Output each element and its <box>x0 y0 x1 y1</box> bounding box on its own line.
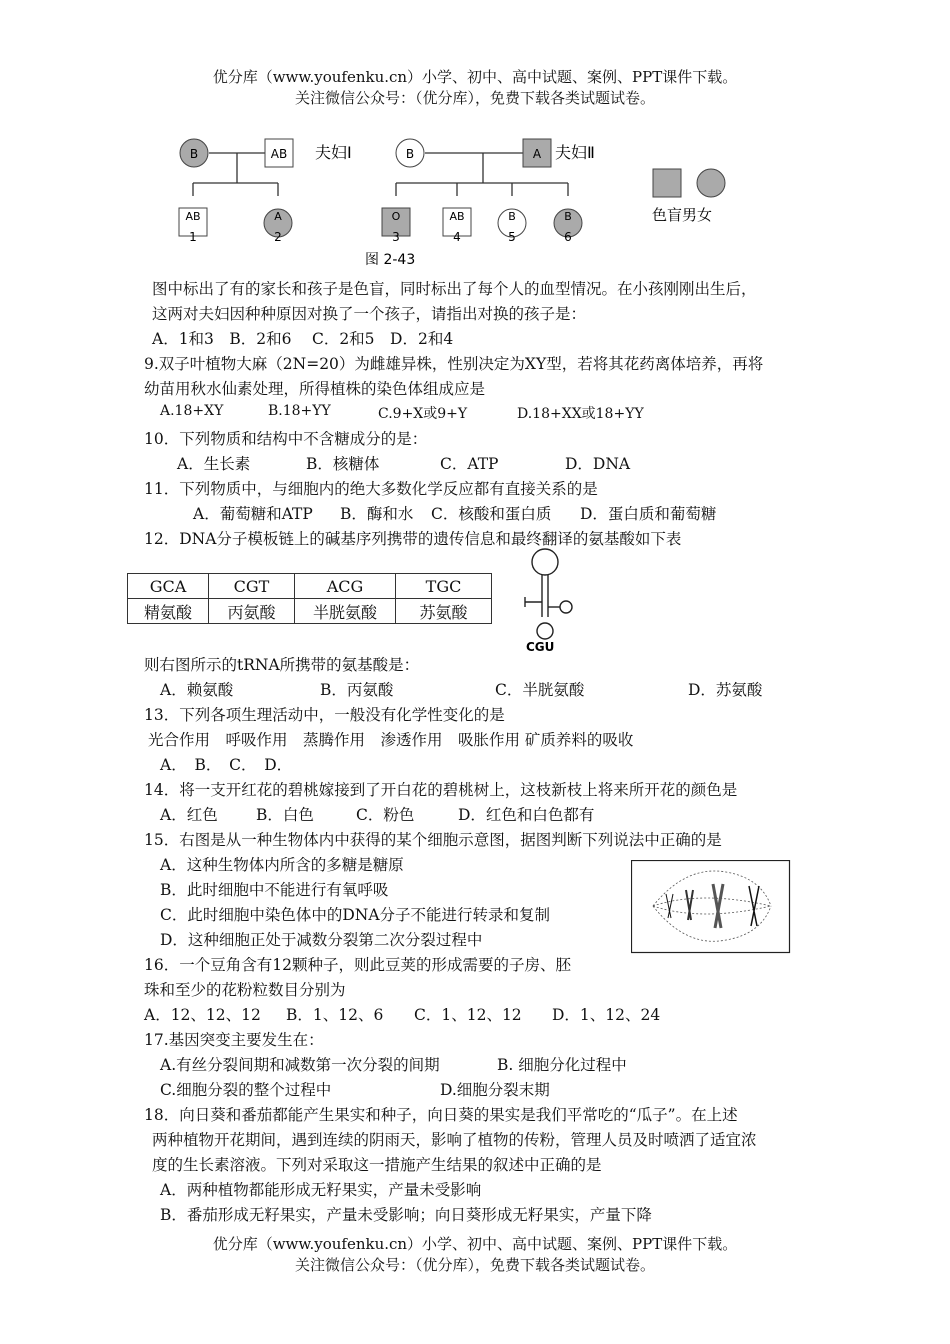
child-5-number: 5 <box>508 230 516 244</box>
amino-acid-cell: 半胱氨酸 <box>295 599 396 624</box>
child-1-blood: AB <box>185 210 201 223</box>
footer-line-1: 优分库（www.youfenku.cn）小学、初中、高中试题、案例、PPT课件下载。 <box>212 1235 738 1253</box>
q11-option-a: A．葡萄糖和ATP <box>193 505 313 523</box>
q12-option-d: D．苏氨酸 <box>688 681 763 699</box>
q10-option-d: D．DNA <box>565 455 631 473</box>
codon-cell: ACG <box>295 574 396 599</box>
parent-3-blood: B <box>405 147 415 161</box>
amino-acid-cell: 丙氨酸 <box>209 599 295 624</box>
amino-acid-cell: 精氨酸 <box>128 599 209 624</box>
header-line-2: 关注微信公众号：（优分库），免费下载各类试题试卷。 <box>294 89 655 107</box>
q18-line-1: 18．向日葵和番茄都能产生果实和种子，向日葵的果实是我们平常吃的“瓜子”。在上述 <box>144 1106 738 1124</box>
q11-option-c: C．核酸和蛋白质 <box>431 505 552 523</box>
parent-4-blood: A <box>532 147 542 161</box>
pedigree-figure <box>170 128 760 273</box>
q15-option-a: A．这种生物体内所含的多糖是糖原 <box>160 856 404 874</box>
q15-option-b: B．此时细胞中不能进行有氧呼吸 <box>160 881 389 899</box>
q10-option-b: B．核糖体 <box>306 455 380 473</box>
q9-line-1: 9.双子叶植物大麻（2N=20）为雌雄异株，性别决定为XY型，若将其花药离体培养，再将 <box>144 355 764 373</box>
q17-option-d: D.细胞分裂末期 <box>440 1081 550 1099</box>
trna-diagram <box>515 547 595 657</box>
q10-option-c: C．ATP <box>440 455 499 473</box>
q17-option-a: A.有丝分裂间期和减数第一次分裂的间期 <box>160 1056 440 1074</box>
trna-anticodon: CGU <box>526 640 555 654</box>
q15-option-c: C．此时细胞中染色体中的DNA分子不能进行转录和复制 <box>160 906 551 924</box>
q12-option-b: B．丙氨酸 <box>320 681 394 699</box>
q18-option-a: A．两种植物都能形成无籽果实，产量未受影响 <box>160 1181 482 1199</box>
q8-options: A．1和3 B．2和6 C．2和5 D．2和4 <box>152 330 454 348</box>
cell-division-figure <box>631 860 791 954</box>
q18-line-2: 两种植物开花期间，遇到连续的阴雨天，影响了植物的传粉，管理人员及时喷洒了适宜浓 <box>152 1131 757 1149</box>
q17-option-b: B. 细胞分化过程中 <box>497 1056 627 1074</box>
figure-caption: 图 2-43 <box>365 252 416 268</box>
q9-option-d: D.18+XX或18+YY <box>517 406 644 422</box>
q16-line-1: 16．一个豆角含有12颗种子，则此豆荚的形成需要的子房、胚 <box>144 956 571 974</box>
child-3-blood: O <box>391 210 401 223</box>
q12-question: 则右图所示的tRNA所携带的氨基酸是： <box>144 656 420 674</box>
q16-line-2: 珠和至少的花粉粒数目分别为 <box>144 981 346 999</box>
couple-2-label: 夫妇Ⅱ <box>555 143 595 162</box>
q15-option-d: D．这种细胞正处于减数分裂第二次分裂过程中 <box>160 931 483 949</box>
child-2-blood: A <box>274 210 282 223</box>
q12-stem: 12．DNA分子模板链上的碱基序列携带的遗传信息和最终翻译的氨基酸如下表 <box>144 530 682 548</box>
q16-option-a: A．12、12、12 <box>144 1006 261 1024</box>
q14-option-b: B．白色 <box>256 806 314 824</box>
footer-line-2: 关注微信公众号：（优分库），免费下载各类试题试卷。 <box>294 1256 655 1274</box>
parent-2-blood: AB <box>270 147 288 161</box>
codon-cell: TGC <box>396 574 492 599</box>
q13-items: 光合作用 呼吸作用 蒸腾作用 渗透作用 吸胀作用 矿质养料的吸收 <box>148 731 634 749</box>
q13-options: A． B． C． D． <box>160 756 293 774</box>
q14-option-d: D．红色和白色都有 <box>458 806 595 824</box>
q10-stem: 10．下列物质和结构中不含糖成分的是： <box>144 430 428 448</box>
q11-stem: 11．下列物质中，与细胞内的绝大多数化学反应都有直接关系的是 <box>144 480 598 498</box>
q15-stem: 15．右图是从一种生物体内中获得的某个细胞示意图，据图判断下列说法中正确的是 <box>144 831 722 849</box>
codon-table <box>127 573 492 624</box>
parent-1-blood: B <box>189 147 199 161</box>
q10-option-a: A．生长素 <box>177 455 251 473</box>
legend-male-symbol <box>653 169 681 197</box>
q9-option-b: B.18+YY <box>268 403 331 419</box>
q14-option-a: A．红色 <box>160 806 218 824</box>
legend-female-symbol <box>697 169 725 197</box>
child-5-blood: B <box>508 210 516 223</box>
q16-option-b: B．1、12、6 <box>286 1006 384 1024</box>
q12-option-a: A．赖氨酸 <box>160 681 234 699</box>
q18-line-3: 度的生长素溶液。下列对采取这一措施产生结果的叙述中正确的是 <box>152 1156 602 1174</box>
child-3-number: 3 <box>392 230 400 244</box>
child-6-number: 6 <box>564 230 572 244</box>
amino-acid-cell: 苏氨酸 <box>396 599 492 624</box>
q17-option-c: C.细胞分裂的整个过程中 <box>160 1081 332 1099</box>
child-6-blood: B <box>564 210 572 223</box>
codon-cell: CGT <box>209 574 295 599</box>
q14-stem: 14．将一支开红花的碧桃嫁接到了开白花的碧桃树上，这枝新枝上将来所开花的颜色是 <box>144 781 738 799</box>
legend-label: 色盲男女 <box>652 206 713 224</box>
couple-1-label: 夫妇Ⅰ <box>315 143 352 162</box>
q16-option-c: C．1、12、12 <box>414 1006 522 1024</box>
q8-line-1: 图中标出了有的家长和孩子是色盲，同时标出了每个人的血型情况。在小孩刚刚出生后， <box>152 280 757 298</box>
q9-option-c: C.9+X或9+Y <box>378 406 468 422</box>
q18-option-b: B．番茄形成无籽果实，产量未受影响；向日葵形成无籽果实，产量下降 <box>160 1206 652 1224</box>
child-4-number: 4 <box>453 230 461 244</box>
codon-cell: GCA <box>128 574 209 599</box>
child-4-blood: AB <box>449 210 465 223</box>
q16-option-d: D．1、12、24 <box>552 1006 661 1024</box>
child-1-number: 1 <box>189 230 197 244</box>
q13-stem: 13．下列各项生理活动中，一般没有化学性变化的是 <box>144 706 505 724</box>
q17-stem: 17.基因突变主要发生在： <box>144 1031 324 1049</box>
q8-line-2: 这两对夫妇因种种原因对换了一个孩子，请指出对换的孩子是： <box>152 305 587 323</box>
child-2-number: 2 <box>274 230 282 244</box>
q11-option-b: B．酶和水 <box>340 505 414 523</box>
q14-option-c: C．粉色 <box>356 806 415 824</box>
q11-option-d: D．蛋白质和葡萄糖 <box>580 505 717 523</box>
q9-option-a: A.18+XY <box>160 403 224 419</box>
q9-line-2: 幼苗用秋水仙素处理，所得植株的染色体组成应是 <box>144 380 486 398</box>
header-line-1: 优分库（www.youfenku.cn）小学、初中、高中试题、案例、PPT课件下载。 <box>212 68 738 86</box>
q12-option-c: C．半胱氨酸 <box>495 681 585 699</box>
